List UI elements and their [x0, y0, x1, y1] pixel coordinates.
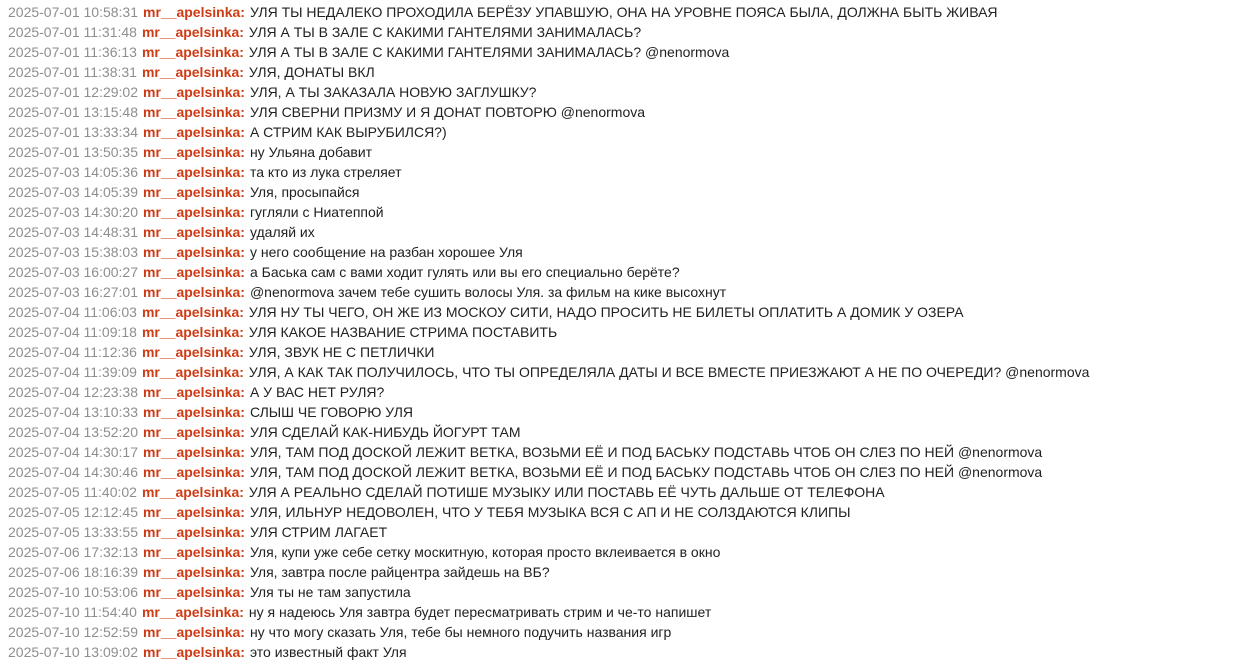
chat-message-row [8, 382, 1251, 402]
message-timestamp: 2025-07-03 14:05:39 [8, 184, 138, 200]
chat-message-row [8, 442, 1251, 462]
chat-message-row [8, 222, 1251, 242]
chat-message-row [8, 302, 1251, 322]
username: mr__apelsinka: [143, 184, 245, 200]
message-text: А У ВАС НЕТ РУЛЯ? [249, 384, 385, 400]
chat-message-row [8, 182, 1251, 202]
message-timestamp: 2025-07-01 12:29:02 [8, 84, 138, 100]
message-timestamp: 2025-07-01 11:31:48 [8, 24, 137, 40]
chat-message-row [8, 262, 1251, 282]
message-timestamp: 2025-07-05 11:40:02 [8, 484, 137, 500]
message-timestamp: 2025-07-10 12:52:59 [8, 624, 138, 640]
message-text: УЛЯ, А КАК ТАК ПОЛУЧИЛОСЬ, ЧТО ТЫ ОПРЕДЕЛЯЛА ДАТЫ И ВСЕ ВМЕСТЕ ПРИЕЗЖАЮТ А НЕ ПО ОЧЕРЕДИ? @nenormova [248, 364, 1090, 380]
message-text: УЛЯ А ТЫ В ЗАЛЕ С КАКИМИ ГАНТЕЛЯМИ ЗАНИМАЛАСЬ? [248, 24, 642, 40]
chat-message-row [8, 582, 1251, 602]
chat-message-row [8, 462, 1251, 482]
message-timestamp: 2025-07-04 14:30:17 [8, 444, 138, 460]
message-timestamp: 2025-07-04 11:12:36 [8, 344, 137, 360]
message-timestamp: 2025-07-10 13:09:02 [8, 644, 138, 660]
chat-message-row [8, 522, 1251, 542]
message-text: ну Ульяна добавит [249, 144, 373, 160]
chat-message-row [8, 202, 1251, 222]
message-timestamp: 2025-07-04 12:23:38 [8, 384, 138, 400]
chat-message-row [8, 82, 1251, 102]
message-text: УЛЯ НУ ТЫ ЧЕГО, ОН ЖЕ ИЗ МОСКОУ СИТИ, НАДО ПРОСИТЬ НЕ БИЛЕТЫ ОПЛАТИТЬ А ДОМИК У ОЗЕРА [248, 304, 964, 320]
username: mr__apelsinka: [141, 44, 244, 60]
chat-message-row [8, 122, 1251, 142]
message-text: УЛЯ КАКОЕ НАЗВАНИЕ СТРИМА ПОСТАВИТЬ [248, 324, 558, 340]
message-timestamp: 2025-07-10 10:53:06 [8, 584, 138, 600]
message-timestamp: 2025-07-04 11:09:18 [8, 324, 137, 340]
chat-message-row [8, 542, 1251, 562]
message-text: УЛЯ, ИЛЬНУР НЕДОВОЛЕН, ЧТО У ТЕБЯ МУЗЫКА ВСЯ С АП И НЕ СОЛЗДАЮТСЯ КЛИПЫ [249, 504, 851, 520]
username: mr__apelsinka: [141, 344, 244, 360]
username: mr__apelsinka: [143, 84, 245, 100]
message-timestamp: 2025-07-01 13:50:35 [8, 144, 138, 160]
chat-message-row [8, 362, 1251, 382]
message-text: УЛЯ, А ТЫ ЗАКАЗАЛА НОВУЮ ЗАГЛУШКУ? [249, 84, 537, 100]
message-text: удаляй их [249, 224, 315, 240]
username: mr__apelsinka: [143, 624, 245, 640]
message-text: ну что могу сказать Уля, тебе бы немного подучить названия игр [249, 624, 672, 640]
chat-message-row [8, 162, 1251, 182]
username: mr__apelsinka: [141, 604, 244, 620]
username: mr__apelsinka: [141, 304, 244, 320]
message-text: А СТРИМ КАК ВЫРУБИЛСЯ?) [249, 124, 447, 140]
message-text: УЛЯ А ТЫ В ЗАЛЕ С КАКИМИ ГАНТЕЛЯМИ ЗАНИМАЛАСЬ? @nenormova [248, 44, 730, 60]
message-timestamp: 2025-07-03 14:48:31 [8, 224, 138, 240]
chat-message-row [8, 102, 1251, 122]
message-text: у него сообщение на разбан хорошее Уля [249, 244, 523, 260]
message-text: Уля, купи уже себе сетку москитную, которая просто вклеивается в окно [249, 544, 721, 560]
message-timestamp: 2025-07-10 11:54:40 [8, 604, 137, 620]
username: mr__apelsinka: [143, 444, 245, 460]
username: mr__apelsinka: [143, 104, 245, 120]
chat-message-row [8, 562, 1251, 582]
chat-message-row [8, 62, 1251, 82]
message-text: СЛЫШ ЧЕ ГОВОРЮ УЛЯ [249, 404, 414, 420]
chat-message-row [8, 42, 1251, 62]
message-text: это известный факт Уля [249, 644, 407, 660]
chat-message-row [8, 2, 1251, 22]
message-text: та кто из лука стреляет [249, 164, 402, 180]
username: mr__apelsinka: [143, 224, 245, 240]
chat-message-row [8, 642, 1251, 662]
message-text: Уля ты не там запустила [249, 584, 411, 600]
chat-message-row [8, 282, 1251, 302]
username: mr__apelsinka: [143, 264, 245, 280]
message-timestamp: 2025-07-01 11:38:31 [8, 64, 137, 80]
message-timestamp: 2025-07-03 16:00:27 [8, 264, 138, 280]
username: mr__apelsinka: [141, 64, 244, 80]
message-timestamp: 2025-07-05 12:12:45 [8, 504, 138, 520]
message-timestamp: 2025-07-03 15:38:03 [8, 244, 138, 260]
chat-message-row [8, 402, 1251, 422]
message-text: УЛЯ ТЫ НЕДАЛЕКО ПРОХОДИЛА БЕРЁЗУ УПАВШУЮ, ОНА НА УРОВНЕ ПОЯСА БЫЛА, ДОЛЖНА БЫТЬ ЖИВАЯ [249, 4, 998, 20]
message-text: ну я надеюсь Уля завтра будет пересматривать стрим и че-то напишет [248, 604, 712, 620]
username: mr__apelsinka: [143, 204, 245, 220]
chat-message-row [8, 482, 1251, 502]
username: mr__apelsinka: [143, 464, 245, 480]
username: mr__apelsinka: [143, 504, 245, 520]
username: mr__apelsinka: [141, 484, 244, 500]
username: mr__apelsinka: [143, 284, 245, 300]
message-text: а Баська сам с вами ходит гулять или вы его специально берёте? [249, 264, 680, 280]
username: mr__apelsinka: [141, 364, 244, 380]
username: mr__apelsinka: [143, 404, 245, 420]
message-text: УЛЯ, ЗВУК НЕ С ПЕТЛИЧКИ [248, 344, 435, 360]
message-timestamp: 2025-07-04 13:52:20 [8, 424, 138, 440]
message-text: @nenormova зачем тебе сушить волосы Уля. за фильм на кике высохнут [249, 284, 727, 300]
chat-message-row [8, 22, 1251, 42]
chat-message-row [8, 502, 1251, 522]
message-timestamp: 2025-07-04 13:10:33 [8, 404, 138, 420]
chat-message-row [8, 142, 1251, 162]
message-timestamp: 2025-07-04 11:06:03 [8, 304, 137, 320]
message-text: УЛЯ СТРИМ ЛАГАЕТ [249, 524, 388, 540]
username: mr__apelsinka: [143, 244, 245, 260]
message-text: Уля, завтра после райцентра зайдешь на ВБ? [249, 564, 550, 580]
chat-message-row [8, 242, 1251, 262]
chat-message-row [8, 602, 1251, 622]
message-timestamp: 2025-07-03 14:05:36 [8, 164, 138, 180]
username: mr__apelsinka: [143, 124, 245, 140]
username: mr__apelsinka: [143, 524, 245, 540]
chat-message-row [8, 322, 1251, 342]
username: mr__apelsinka: [143, 164, 245, 180]
username: mr__apelsinka: [143, 584, 245, 600]
message-text: гугляли с Ниатеппой [249, 204, 384, 220]
message-timestamp: 2025-07-06 17:32:13 [8, 544, 138, 560]
username: mr__apelsinka: [143, 544, 245, 560]
message-timestamp: 2025-07-04 14:30:46 [8, 464, 138, 480]
username: mr__apelsinka: [141, 324, 244, 340]
message-timestamp: 2025-07-04 11:39:09 [8, 364, 137, 380]
username: mr__apelsinka: [143, 644, 245, 660]
message-timestamp: 2025-07-01 13:33:34 [8, 124, 138, 140]
message-timestamp: 2025-07-05 13:33:55 [8, 524, 138, 540]
chat-message-row [8, 622, 1251, 642]
message-timestamp: 2025-07-06 18:16:39 [8, 564, 138, 580]
message-text: УЛЯ СДЕЛАЙ КАК-НИБУДЬ ЙОГУРТ ТАМ [249, 424, 521, 440]
message-timestamp: 2025-07-03 14:30:20 [8, 204, 138, 220]
message-timestamp: 2025-07-03 16:27:01 [8, 284, 138, 300]
username: mr__apelsinka: [141, 24, 244, 40]
username: mr__apelsinka: [143, 424, 245, 440]
chat-message-row [8, 422, 1251, 442]
chat-message-row [8, 342, 1251, 362]
message-text: УЛЯ, ДОНАТЫ ВКЛ [248, 64, 375, 80]
message-text: Уля, просыпайся [249, 184, 360, 200]
username: mr__apelsinka: [143, 384, 245, 400]
message-text: УЛЯ, ТАМ ПОД ДОСКОЙ ЛЕЖИТ ВЕТКА, ВОЗЬМИ ЕЁ И ПОД БАСЬКУ ПОДСТАВЬ ЧТОБ ОН СЛЕЗ ПО НЕЙ @nenormova [249, 464, 1043, 480]
username: mr__apelsinka: [143, 4, 245, 20]
message-timestamp: 2025-07-01 11:36:13 [8, 44, 137, 60]
message-text: УЛЯ, ТАМ ПОД ДОСКОЙ ЛЕЖИТ ВЕТКА, ВОЗЬМИ ЕЁ И ПОД БАСЬКУ ПОДСТАВЬ ЧТОБ ОН СЛЕЗ ПО НЕЙ @nenormova [249, 444, 1043, 460]
username: mr__apelsinka: [143, 564, 245, 580]
message-timestamp: 2025-07-01 10:58:31 [8, 4, 138, 20]
message-text: УЛЯ СВЕРНИ ПРИЗМУ И Я ДОНАТ ПОВТОРЮ @nenormova [249, 104, 646, 120]
message-text: УЛЯ А РЕАЛЬНО СДЕЛАЙ ПОТИШЕ МУЗЫКУ ИЛИ ПОСТАВЬ ЕЁ ЧУТЬ ДАЛЬШЕ ОТ ТЕЛЕФОНА [248, 484, 885, 500]
username: mr__apelsinka: [143, 144, 245, 160]
message-timestamp: 2025-07-01 13:15:48 [8, 104, 138, 120]
